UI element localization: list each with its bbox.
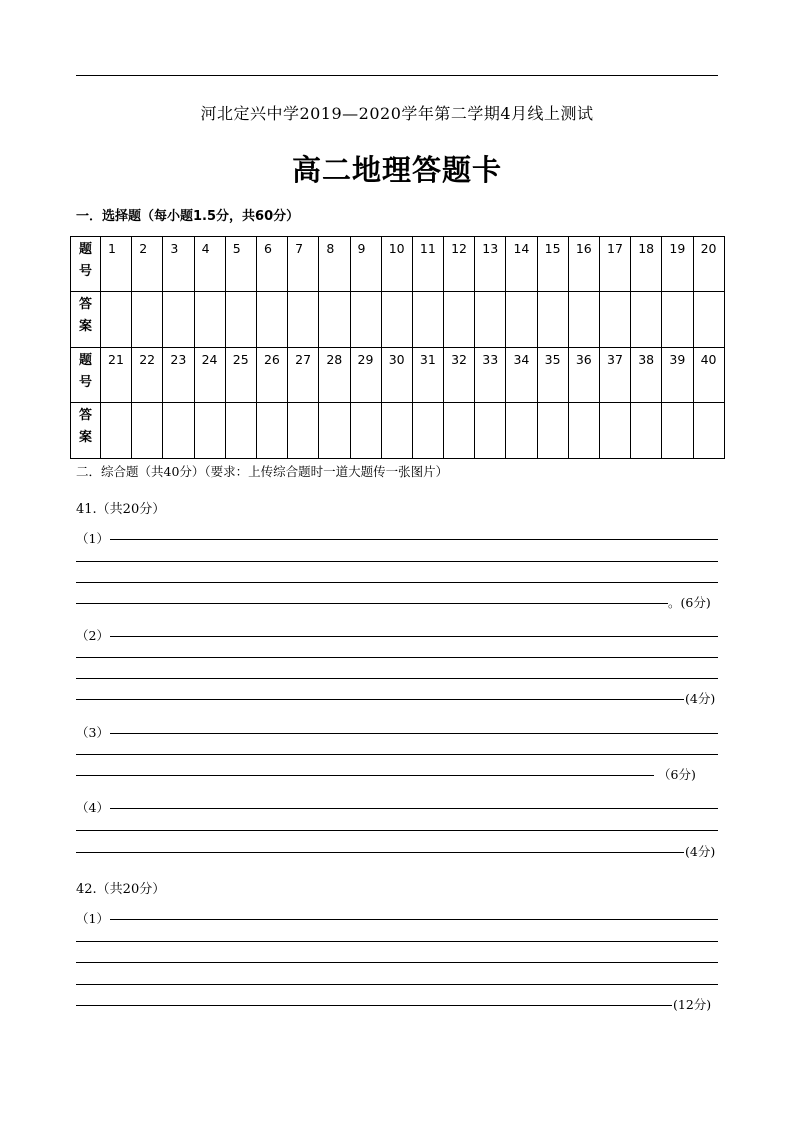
answer-cell-20[interactable] xyxy=(693,292,724,348)
answer-cell-2[interactable] xyxy=(132,292,163,348)
answer-cell-13[interactable] xyxy=(475,292,506,348)
answer-rule xyxy=(76,941,718,942)
question-number-21: 21 xyxy=(101,348,132,403)
answer-cell-29[interactable] xyxy=(350,403,381,459)
answer-cell-35[interactable] xyxy=(537,403,568,459)
answer-cell-18[interactable] xyxy=(631,292,662,348)
answer-cell-23[interactable] xyxy=(163,403,194,459)
answer-rule xyxy=(76,678,718,679)
points-label: （6分) xyxy=(658,767,696,782)
question-number-34: 34 xyxy=(506,348,537,403)
points-label: 。(6分) xyxy=(668,595,711,610)
exam-subtitle: 河北定兴中学2019—2020学年第二学期4月线上测试 xyxy=(200,104,594,123)
answer-cell-25[interactable] xyxy=(225,403,256,459)
answer-cell-21[interactable] xyxy=(101,403,132,459)
answer-rule xyxy=(110,733,718,734)
question-number-12: 12 xyxy=(444,237,475,292)
answer-cell-26[interactable] xyxy=(256,403,287,459)
question-41-heading: 41.（共20分） xyxy=(76,502,166,517)
question-number-30: 30 xyxy=(381,348,412,403)
question-number-40: 40 xyxy=(693,348,724,403)
points-label: (12分) xyxy=(673,997,712,1012)
section1-heading: 一．选择题（每小题1.5分，共60分） xyxy=(76,209,300,224)
question-number-29: 29 xyxy=(350,348,381,403)
answer-cell-7[interactable] xyxy=(288,292,319,348)
answer-cell-16[interactable] xyxy=(568,292,599,348)
question-number-32: 32 xyxy=(444,348,475,403)
answer-cell-39[interactable] xyxy=(662,403,693,459)
answer-rule xyxy=(76,603,668,604)
question-number-31: 31 xyxy=(412,348,443,403)
answer-cell-30[interactable] xyxy=(381,403,412,459)
answer-rule xyxy=(76,657,718,658)
part-label: （3） xyxy=(76,725,109,740)
question-number-16: 16 xyxy=(568,237,599,292)
answer-cell-31[interactable] xyxy=(412,403,443,459)
question-number-27: 27 xyxy=(288,348,319,403)
answer-cell-19[interactable] xyxy=(662,292,693,348)
question-number-13: 13 xyxy=(475,237,506,292)
answer-cell-9[interactable] xyxy=(350,292,381,348)
answer-cell-3[interactable] xyxy=(163,292,194,348)
answer-cell-28[interactable] xyxy=(319,403,350,459)
answer-cell-4[interactable] xyxy=(194,292,225,348)
question-number-35: 35 xyxy=(537,348,568,403)
row-label-number: 题 号 xyxy=(71,237,101,292)
answer-cell-34[interactable] xyxy=(506,403,537,459)
answer-cell-38[interactable] xyxy=(631,403,662,459)
answer-rule xyxy=(76,852,684,853)
question-number-2: 2 xyxy=(132,237,163,292)
answer-cell-27[interactable] xyxy=(288,403,319,459)
part-label: （4） xyxy=(76,800,109,815)
question-number-20: 20 xyxy=(693,237,724,292)
answer-cell-32[interactable] xyxy=(444,403,475,459)
question-number-28: 28 xyxy=(319,348,350,403)
number-row-1 xyxy=(71,237,725,292)
row-label-answer: 答 案 xyxy=(71,403,101,459)
question-number-24: 24 xyxy=(194,348,225,403)
question-42-heading: 42.（共20分） xyxy=(76,882,166,897)
row-label-number: 题 号 xyxy=(71,348,101,403)
question-number-22: 22 xyxy=(132,348,163,403)
answer-cell-17[interactable] xyxy=(600,292,631,348)
question-number-3: 3 xyxy=(163,237,194,292)
page-title: 高二地理答题卡 xyxy=(291,153,502,187)
answer-rule xyxy=(76,830,718,831)
answer-rule xyxy=(76,984,718,985)
row-label-answer: 答 案 xyxy=(71,292,101,348)
answer-rule xyxy=(76,1005,672,1006)
answer-grid xyxy=(70,236,725,459)
answer-rule xyxy=(76,962,718,963)
part-label: （2） xyxy=(76,628,109,643)
question-number-18: 18 xyxy=(631,237,662,292)
answer-cell-37[interactable] xyxy=(600,403,631,459)
number-row-2 xyxy=(71,348,725,403)
question-number-8: 8 xyxy=(319,237,350,292)
answer-rule xyxy=(76,775,654,776)
answer-cell-11[interactable] xyxy=(412,292,443,348)
question-number-23: 23 xyxy=(163,348,194,403)
answer-row-1 xyxy=(71,292,725,348)
question-number-38: 38 xyxy=(631,348,662,403)
answer-cell-8[interactable] xyxy=(319,292,350,348)
question-number-36: 36 xyxy=(568,348,599,403)
question-number-19: 19 xyxy=(662,237,693,292)
answer-rule xyxy=(76,561,718,562)
answer-cell-6[interactable] xyxy=(256,292,287,348)
answer-cell-40[interactable] xyxy=(693,403,724,459)
question-number-37: 37 xyxy=(600,348,631,403)
answer-rule xyxy=(110,919,718,920)
answer-rule xyxy=(110,808,718,809)
part-label: （1） xyxy=(76,911,109,926)
answer-cell-22[interactable] xyxy=(132,403,163,459)
question-number-25: 25 xyxy=(225,348,256,403)
answer-rule xyxy=(76,754,718,755)
answer-rule xyxy=(110,539,718,540)
question-number-11: 11 xyxy=(412,237,443,292)
answer-rule xyxy=(76,582,718,583)
answer-cell-33[interactable] xyxy=(475,403,506,459)
question-number-26: 26 xyxy=(256,348,287,403)
answer-cell-1[interactable] xyxy=(101,292,132,348)
question-number-9: 9 xyxy=(350,237,381,292)
points-label: (4分) xyxy=(685,691,716,706)
section2-heading: 二．综合题（共40分）（要求：上传综合题时一道大题传一张图片） xyxy=(76,464,449,479)
top-rule xyxy=(76,75,718,76)
points-label: (4分) xyxy=(685,844,716,859)
question-number-4: 4 xyxy=(194,237,225,292)
answer-cell-36[interactable] xyxy=(568,403,599,459)
answer-rule xyxy=(76,699,684,700)
answer-cell-14[interactable] xyxy=(506,292,537,348)
answer-cell-15[interactable] xyxy=(537,292,568,348)
answer-row-2 xyxy=(71,403,725,459)
question-number-17: 17 xyxy=(600,237,631,292)
question-number-15: 15 xyxy=(537,237,568,292)
question-number-6: 6 xyxy=(256,237,287,292)
question-number-39: 39 xyxy=(662,348,693,403)
question-number-33: 33 xyxy=(475,348,506,403)
question-number-7: 7 xyxy=(288,237,319,292)
part-label: （1） xyxy=(76,531,109,546)
answer-cell-12[interactable] xyxy=(444,292,475,348)
question-number-5: 5 xyxy=(225,237,256,292)
answer-cell-24[interactable] xyxy=(194,403,225,459)
answer-rule xyxy=(110,636,718,637)
question-number-10: 10 xyxy=(381,237,412,292)
answer-cell-5[interactable] xyxy=(225,292,256,348)
answer-cell-10[interactable] xyxy=(381,292,412,348)
question-number-14: 14 xyxy=(506,237,537,292)
question-number-1: 1 xyxy=(101,237,132,292)
